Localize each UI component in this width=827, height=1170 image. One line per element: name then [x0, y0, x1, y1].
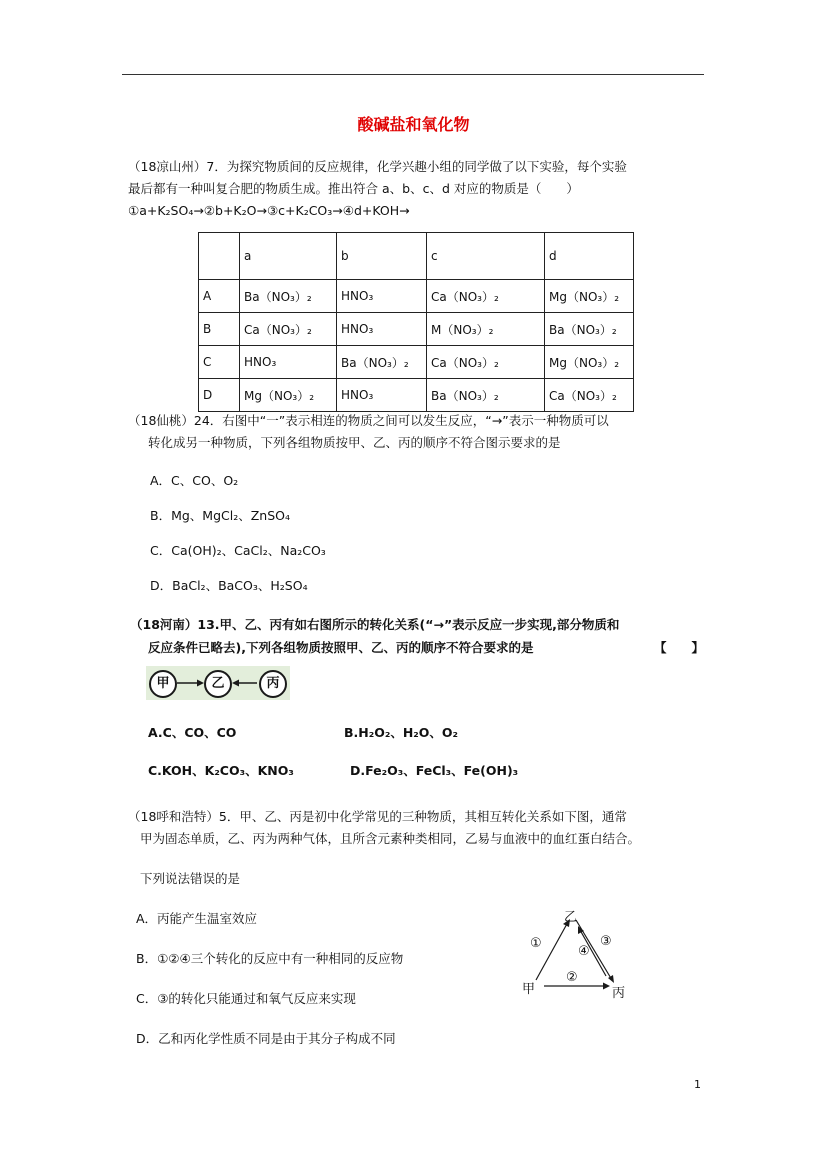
- chain-arrows: [146, 666, 290, 700]
- q24-option-d: D．BaCl₂、BaCO₃、H₂SO₄: [150, 578, 308, 593]
- q5-option-a: A．丙能产生温室效应: [136, 911, 258, 926]
- label-2: ②: [566, 970, 578, 985]
- table-cell: M（NO₃）₂: [427, 313, 545, 346]
- q5-option-b: B．①②④三个转化的反应中有一种相同的反应物: [136, 951, 404, 966]
- table-header-row: [199, 233, 634, 280]
- label-1: ①: [530, 936, 542, 951]
- table-cell: A: [199, 280, 240, 313]
- table-row: [199, 379, 634, 412]
- page-title: 酸碱盐和氧化物: [357, 115, 470, 134]
- table-cell: Ca（NO₃）₂: [240, 313, 337, 346]
- q24-line1: （18仙桃）24．右图中“一”表示相连的物质之间可以发生反应，“→”表示一种物质可以: [128, 413, 609, 428]
- table-row: [199, 346, 634, 379]
- table-cell: Mg（NO₃）₂: [545, 346, 634, 379]
- q13-line2: 反应条件已略去),下列各组物质按照甲、乙、丙的顺序不符合要求的是: [148, 640, 534, 655]
- q13-option-c: C.KOH、K₂CO₃、KNO₃: [148, 763, 294, 778]
- table-cell: Mg（NO₃）₂: [545, 280, 634, 313]
- table-cell: c: [427, 233, 545, 280]
- q5-prompt: 下列说法错误的是: [140, 871, 241, 886]
- q13-chain-diagram: [146, 666, 290, 700]
- table-cell: HNO₃: [337, 313, 427, 346]
- node-jia: 甲: [522, 982, 536, 997]
- q13-line1: （18河南）13.甲、乙、丙有如右图所示的转化关系(“→”表示反应一步实现,部分物质和: [130, 617, 620, 632]
- table-cell: Ca（NO₃）₂: [427, 346, 545, 379]
- q7-line1: （18凉山州）7．为探究物质间的反应规律，化学兴趣小组的同学做了以下实验，每个实验: [128, 159, 627, 174]
- q7-table: [198, 232, 634, 412]
- label-3: ③: [600, 934, 612, 949]
- table-cell: d: [545, 233, 634, 280]
- table-cell: C: [199, 346, 240, 379]
- q7-reactions: ①a+K₂SO₄→②b+K₂O→③c+K₂CO₃→④d+KOH→: [128, 203, 410, 218]
- table-cell: Ca（NO₃）₂: [427, 280, 545, 313]
- q5-option-d: D．乙和丙化学性质不同是由于其分子构成不同: [136, 1031, 396, 1046]
- q24-option-b: B．Mg、MgCl₂、ZnSO₄: [150, 508, 290, 523]
- table-cell: Ba（NO₃）₂: [337, 346, 427, 379]
- table-cell: Mg（NO₃）₂: [240, 379, 337, 412]
- q13-option-d: D.Fe₂O₃、FeCl₃、Fe(OH)₃: [350, 763, 519, 778]
- table-cell: HNO₃: [240, 346, 337, 379]
- q5-triangle-diagram: [520, 906, 640, 1001]
- q24-line2: 转化成另一种物质，下列各组物质按甲、乙、丙的顺序不符合图示要求的是: [148, 435, 561, 450]
- table-cell: B: [199, 313, 240, 346]
- page-number: 1: [694, 1078, 701, 1091]
- table-cell: a: [240, 233, 337, 280]
- table-cell: D: [199, 379, 240, 412]
- node-bing: 丙: [612, 986, 626, 1001]
- chain-node-bing: 丙: [259, 670, 287, 698]
- q13-option-b: B.H₂O₂、H₂O、O₂: [344, 725, 458, 740]
- table-cell: Ba（NO₃）₂: [545, 313, 634, 346]
- q5-line2: 甲为固态单质，乙、丙为两种气体，且所含元素种类相同，乙易与血液中的血红蛋白结合。: [140, 831, 641, 846]
- node-yi: 乙: [564, 910, 578, 925]
- table-cell: Ba（NO₃）₂: [240, 280, 337, 313]
- q24-option-c: C．Ca(OH)₂、CaCl₂、Na₂CO₃: [150, 543, 326, 558]
- label-4: ④: [578, 944, 590, 959]
- table-cell: HNO₃: [337, 280, 427, 313]
- table-row: [199, 280, 634, 313]
- table-row: [199, 313, 634, 346]
- q5-line1: （18呼和浩特）5．甲、乙、丙是初中化学常见的三种物质，其相互转化关系如下图，通常: [128, 809, 627, 824]
- table-cell: b: [337, 233, 427, 280]
- table-cell: Ca（NO₃）₂: [545, 379, 634, 412]
- chain-node-jia: 甲: [149, 670, 177, 698]
- q24-option-a: A．C、CO、O₂: [150, 473, 239, 488]
- table-cell: Ba（NO₃）₂: [427, 379, 545, 412]
- table-cell: HNO₃: [337, 379, 427, 412]
- table-cell: [199, 233, 240, 280]
- q13-answer-bracket: 【 】: [654, 640, 705, 655]
- q13-option-a: A.C、CO、CO: [148, 725, 237, 740]
- chain-node-yi: 乙: [204, 670, 232, 698]
- q5-option-c: C．③的转化只能通过和氧气反应来实现: [136, 991, 356, 1006]
- header-rule: [122, 74, 704, 75]
- q7-line2: 最后都有一种叫复合肥的物质生成。推出符合 a、b、c、d 对应的物质是（ ）: [128, 181, 579, 196]
